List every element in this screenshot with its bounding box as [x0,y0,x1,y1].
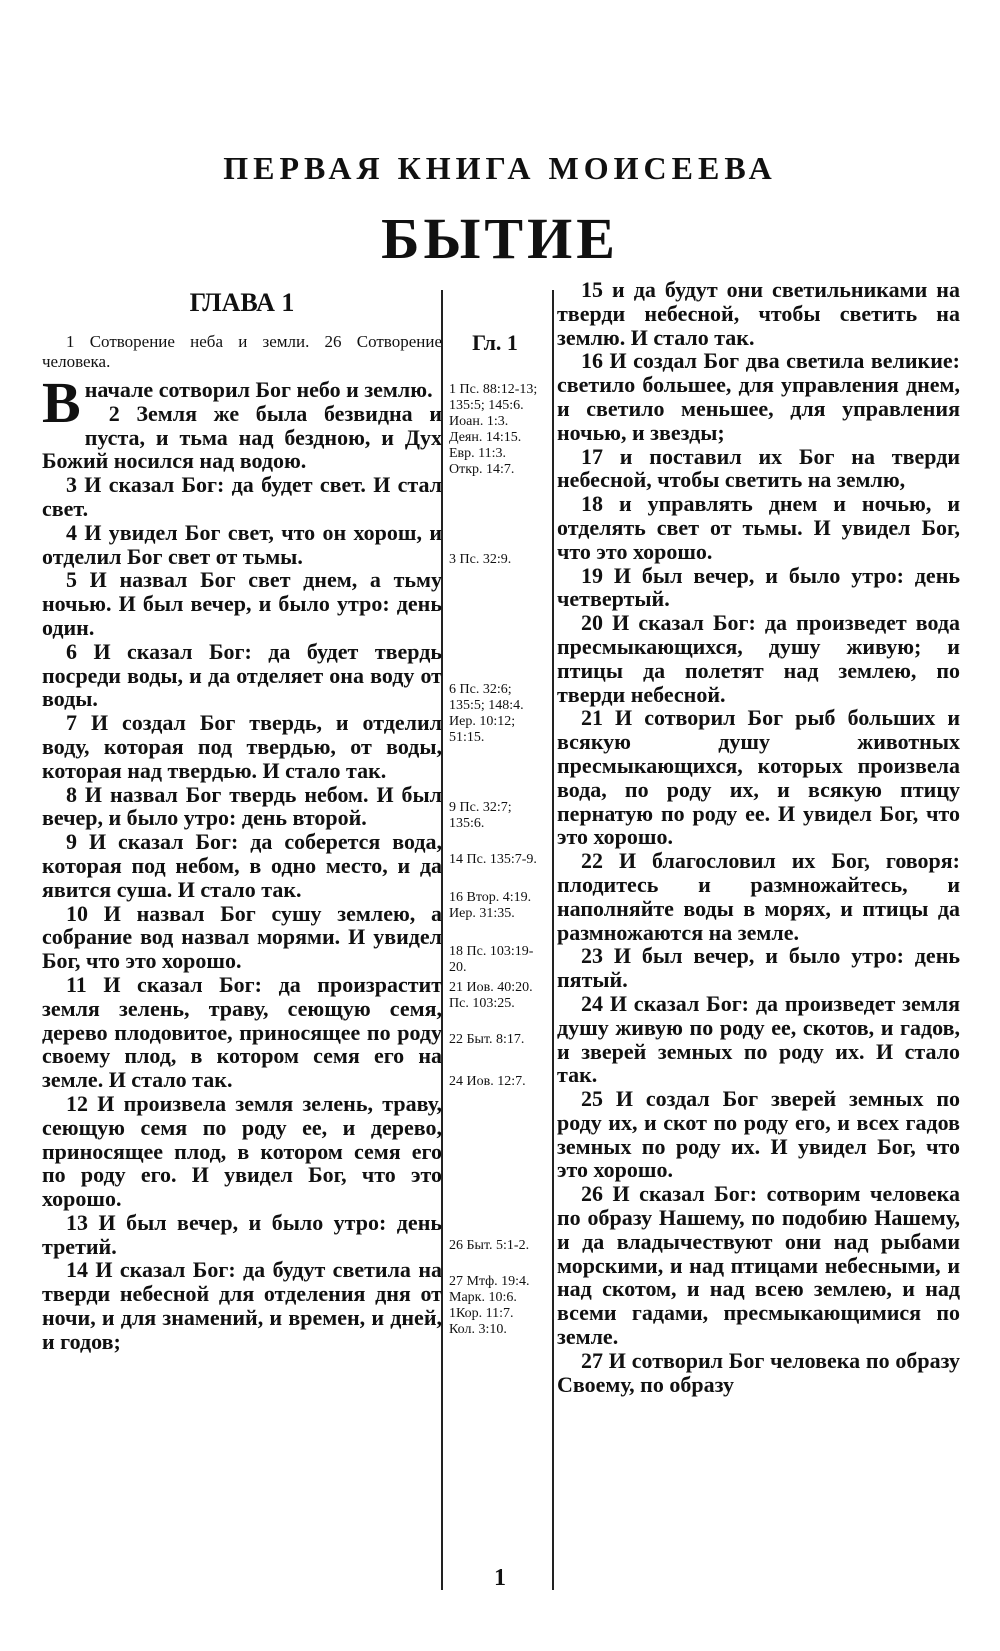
cross-reference: 27 Мтф. 19:4. Марк. 10:6. 1Кор. 11:7. Кол. 3:10. [449,1274,530,1337]
cross-reference: 1 Пс. 88:12-13; 135:5; 145:6. Иоан. 1:3. Деян. 14:15. Евр. 11:3. Откр. 14:7. [449,382,538,477]
cross-reference-column [449,330,541,1337]
cross-reference: 6 Пс. 32:6; 135:5; 148:4. Иер. 10:12; 51:15. [449,682,524,745]
verse-7: 7 И создал Бог твердь, и отделил воду, которая под твердью, от воды, которая над твердью. И стало так. [42,710,442,783]
verse-10: 10 И назвал Бог сушу землею, а собрание вод назвал морями. И увидел Бог, что это хорошо. [42,900,442,974]
verse-11: 11 И сказал Бог: да произрастит земля зелень, траву, сеющую семя, дерево плодовитое, приносящее по роду своему плод, в котором семя его на земле. И стало так. [42,971,442,1093]
verse-27: 27 И сотворил Бог человека по образу Своему, по образу [557,1347,960,1397]
cross-reference: 22 Быт. 8:17. [449,1032,525,1047]
book-name: БЫТИЕ [381,206,619,271]
verse-17: 17 и поставил их Бог на тверди небесной, чтобы светить на землю, [557,443,960,493]
verse-21: 21 И сотворил Бог рыб больших и всякую душу животных пресмыкающихся, которых произвела вода, по роду их, и всякую птицу пернатую по роду ее. И увидел Бог, что это хорошо. [557,705,960,850]
verse-18: 18 и управлять днем и ночью, и отделять свет от тьмы. И увидел Бог, что это хорошо. [557,491,960,564]
verse-6: 6 И сказал Бог: да будет твердь посреди воды, и да отделяет она воду от воды. [42,638,442,712]
verse-16: 16 И создал Бог два светила великие: светило большее, для управления днем, и светило меньшее, для управления ночью, и звезды; [557,348,960,445]
book-title: ПЕРВАЯ КНИГА МОИСЕЕВА [223,150,777,186]
verse-22: 22 И благословил их Бог, говоря: плодитесь и размножайтесь, и наполняйте воды в морях, и птицы да размножаются на земле. [557,848,960,945]
cross-reference: 9 Пс. 32:7; 135:6. [449,800,512,831]
verse-15: 15 и да будут они светильниками на тверди небесной, чтобы светить на землю. И стало так. [557,277,960,350]
chapter-summary: 1 Сотворение неба и земли. 26 Сотворение человека. [42,332,442,371]
refs-chapter-heading: Гл. 1 [472,330,518,355]
page-number: 1 [494,1565,506,1591]
verse-13: 13 И был вечер, и было утро: день третий. [42,1209,442,1259]
verse-9: 9 И сказал Бог: да соберется вода, которая под небом, в одно место, и да явится суша. И стало так. [42,829,442,902]
cross-reference: 14 Пс. 135:7-9. [449,852,537,867]
drop-cap-initial: В [42,370,81,435]
verse-25: 25 И создал Бог зверей земных по роду их, и скот по роду его, и всех гадов земных по роду их. И увидел Бог, что это хорошо. [557,1086,960,1183]
cross-reference: 24 Иов. 12:7. [449,1074,526,1089]
verse-2: 2 Земля же была безвидна и пуста, и тьма над бездною, и Дух Божий носился над водою. [42,400,442,474]
cross-reference: 3 Пс. 32:9. [449,552,512,567]
left-text-column [42,278,442,1354]
cross-reference: 26 Быт. 5:1-2. [449,1238,530,1253]
verse-26: 26 И сказал Бог: сотворим человека по образу Нашему, по подобию Нашему, и да владычествуют они над рыбами морскими, и над птицами небесными, и над скотом, и над всею землею, и над всеми гадами, пресмыкающимися по земле. [557,1181,960,1350]
verse-1 [42,370,442,435]
verse-5: 5 И назвал Бог свет днем, а тьму ночью. И был вечер, и было утро: день один. [42,567,442,640]
cross-reference: 18 Пс. 103:19-20. [449,944,534,975]
verse-24: 24 И сказал Бог: да произведет земля душу живую по роду ее, скотов, и гадов, и зверей земных по роду их. И стало так. [557,990,960,1088]
verse-12: 12 И произвела земля зелень, траву, сеющую семя по роду ее, и дерево, приносящее плод, в котором семя его по роду его. И увидел Бог, что это хорошо. [42,1090,442,1212]
verse-20: 20 И сказал Бог: да произведет вода пресмыкающихся, душу живую; и птицы да полетят над землею, по тверди небесной. [557,610,960,707]
column-divider-right [552,290,554,1590]
verse-8: 8 И назвал Бог твердь небом. И был вечер, и было утро: день второй. [42,781,442,831]
right-text-column [557,278,960,1396]
verse-3: 3 И сказал Бог: да будет свет. И стал свет. [42,472,442,521]
cross-reference: 16 Втор. 4:19. Иер. 31:35. [449,890,532,921]
verse-4: 4 И увидел Бог свет, что он хорош, и отделил Бог свет от тьмы. [42,519,442,569]
verse-14: 14 И сказал Бог: да будут светила на тверди небесной для отделения дня от ночи, и для знамений, и времен, и дней, и годов; [42,1257,442,1354]
verse-19: 19 И был вечер, и было утро: день четвертый. [557,562,960,612]
verse-1-text: начале сотворил Бог небо и землю. [84,377,433,402]
chapter-heading: ГЛАВА 1 [189,288,295,317]
cross-reference: 21 Иов. 40:20. Пс. 103:25. [449,980,533,1011]
verse-23: 23 И был вечер, и было утро: день пятый. [557,943,960,993]
